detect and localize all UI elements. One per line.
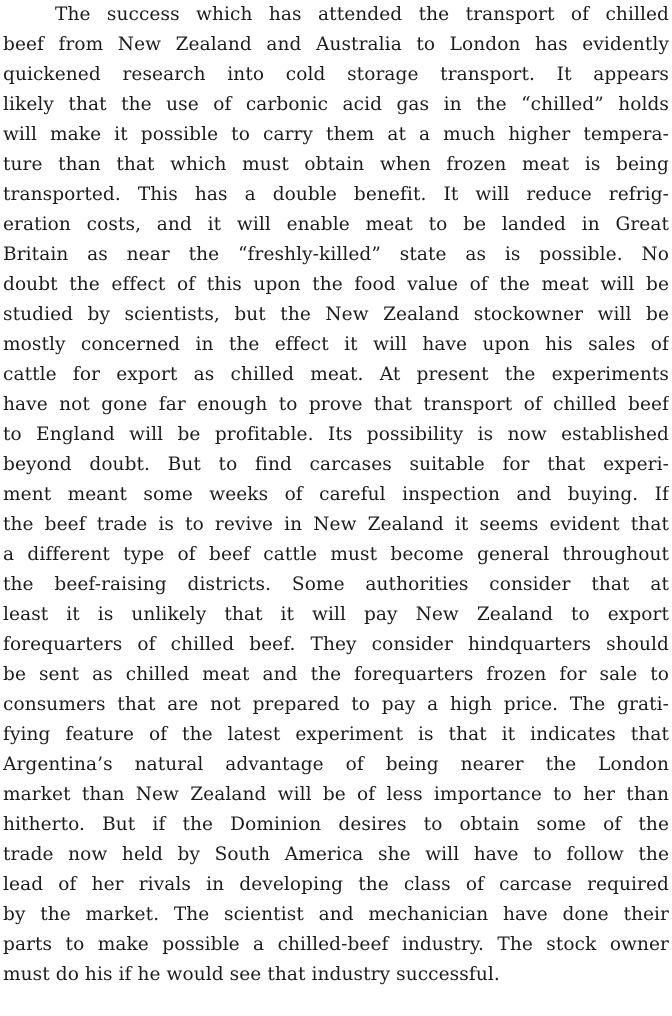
text-line: the beef-raising districts. Some authorities consider that at [3,574,669,595]
text-line: Britain as near the “freshly-killed” state as is possible. No [3,244,669,265]
text-line: the beef trade is to revive in New Zealand it seems evident that [3,514,669,535]
text-line: a different type of beef cattle must become general throughout [3,544,669,565]
text-line: will make it possible to carry them at a much higher tempera- [3,124,669,145]
text-line: must do his if he would see that industry successful. [3,964,500,985]
text-line: have not gone far enough to prove that transport of chilled beef [3,394,669,415]
text-line: market than New Zealand will be of less importance to her than [3,784,669,805]
text-line: mostly concerned in the effect it will have upon his sales of [3,334,669,355]
text-line: trade now held by South America she will have to follow the [3,844,669,865]
text-line: by the market. The scientist and mechanician have done their [3,904,669,925]
text-line: ture than that which must obtain when frozen meat is being [3,154,669,175]
text-line: hitherto. But if the Dominion desires to obtain some of the [3,814,669,835]
text-line: studied by scientists, but the New Zealand stockowner will be [3,304,669,325]
text-line: ment meant some weeks of careful inspection and buying. If [3,484,669,505]
text-line: least it is unlikely that it will pay New Zealand to export [3,604,669,625]
text-line: forequarters of chilled beef. They consider hindquarters should [3,634,669,655]
text-line: The success which has attended the transport of chilled [55,4,669,25]
text-line: transported. This has a double benefit. It will reduce refrig- [3,184,669,205]
text-line: to England will be profitable. Its possibility is now established [3,424,669,445]
text-line: cattle for export as chilled meat. At present the experiments [3,364,669,385]
text-line: likely that the use of carbonic acid gas in the “chilled” holds [3,94,669,115]
text-line: beyond doubt. But to find carcases suitable for that experi- [3,454,669,475]
text-line: be sent as chilled meat and the forequarters frozen for sale to [3,664,669,685]
text-line: eration costs, and it will enable meat to be landed in Great [3,214,669,235]
text-line: parts to make possible a chilled-beef industry. The stock owner [3,934,669,955]
text-line: consumers that are not prepared to pay a high price. The grati- [3,694,669,715]
text-line: Argentina’s natural advantage of being nearer the London [3,754,669,775]
text-line: beef from New Zealand and Australia to London has evidently [3,34,669,55]
text-line: quickened research into cold storage transport. It appears [3,64,669,85]
text-line: fying feature of the latest experiment is that it indicates that [3,724,669,745]
text-line: lead of her rivals in developing the class of carcase required [3,874,669,895]
article-text [3,0,669,1016]
text-line: doubt the effect of this upon the food value of the meat will be [3,274,669,295]
